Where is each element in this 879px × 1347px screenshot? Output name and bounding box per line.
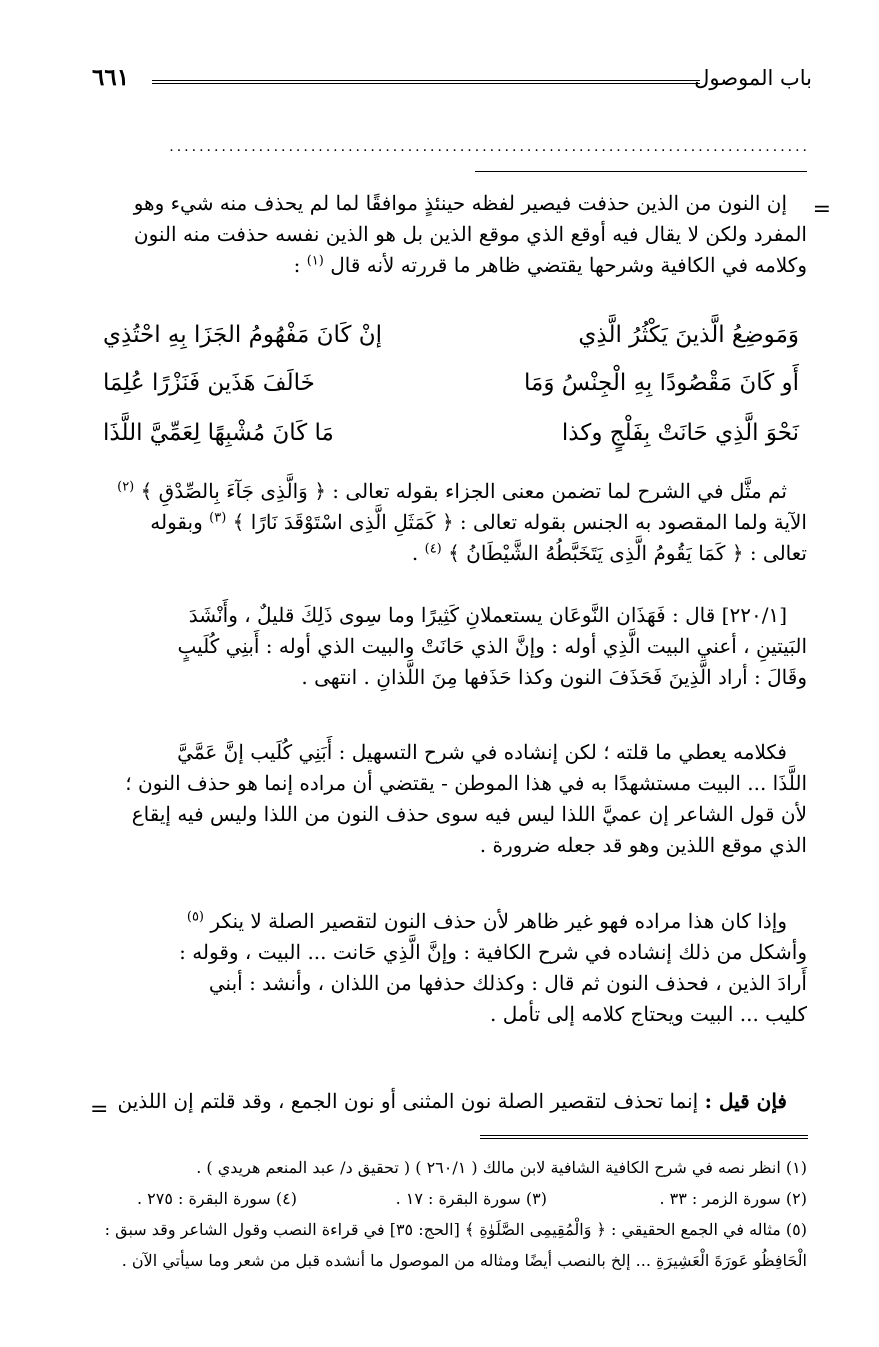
text-line: فكلامه يعطي ما قلته ؛ لكن إنشاده في شرح التسهيل : أَبَنِي كُلَيب إنَّ عَمَّيَّ — [177, 740, 787, 764]
verse-line — [95, 370, 807, 412]
text-line: وأشكل من ذلك إنشاده في شرح الكافية : وإنَّ الَّذِي حَانت ... البيت ، وقوله : — [179, 940, 807, 964]
paragraph — [95, 737, 807, 861]
text-span: وبقوله — [150, 510, 210, 534]
text-line: [٢٢٠/١] قال : فَهَذَان النَّوعَان يستعملانِ كَثِيرًا وما سِوى ذَلِكَ قليلٌ ، وأَنْشَدَ — [188, 603, 787, 627]
footnote-ref: (٣) — [209, 510, 227, 526]
text-line: لأن قول الشاعر إن عميَّ اللذا ليس فيه سوى حذف النون من اللذا وليس فيه إيقاع — [131, 802, 807, 826]
text-span: : — [293, 253, 307, 277]
verse-first-hemistich: أَو كَانَ مَقْصُودًا بِهِ الْجِنْسُ وَمَا — [524, 370, 799, 396]
text-span: وإذا كان هذا مراده فهو غير ظاهر لأن حذف النون لتقصير الصلة لا ينكر — [210, 909, 787, 933]
text-line: المفرد ولكن لا يقال فيه أوقع الذي موقع الذين بل هو الذين نفسه حذفت منه النون — [133, 222, 807, 246]
text-span: . — [411, 541, 425, 565]
text-line — [95, 476, 807, 507]
footnote: (١) انظر نصه في شرح الكافية الشافية لابن مالك ( ٢٦٠/١ ) ( تحقيق د/ عبد المنعم هريدي ) . — [196, 1158, 807, 1177]
continuation-mark: = — [812, 197, 831, 222]
verse-second-hemistich: إنْ كَانَ مَفْهُومُ الجَزَا بِهِ احْتُذِي — [103, 322, 383, 348]
text-line: اللَّذَا ... البيت مستشهدًا به في هذا الموطن - يقتضي أن مراده إنما هو حذف النون ؛ — [125, 771, 807, 795]
paragraph — [95, 600, 807, 693]
footnote: (٣) سورة البقرة : ١٧ . — [395, 1189, 547, 1208]
running-header — [92, 62, 812, 102]
footnote: الْحَافِظُو عَورَةَ الْعَشِيرَةِ ... إلخ بالنصب أيضًا ومثاله من الموصول ما أنشده قبل من شعر وما سيأتي الآن . — [121, 1251, 807, 1270]
verse-second-hemistich: مَا كَانَ مُشْبِهًا لِعَمِّيَّ اللَّذَا — [103, 420, 334, 446]
paragraph — [95, 476, 807, 569]
footnote-ref: (٢) — [117, 479, 135, 495]
footnote-ref: (١) — [306, 253, 324, 269]
text-line: الذي موقع اللذين وهو قد جعله ضرورة . — [479, 833, 807, 857]
intro-paragraph — [95, 188, 807, 281]
continuation-mark: = — [90, 1097, 109, 1122]
page-number: ٦٦١ — [92, 64, 130, 91]
footnote: (٥) مثاله في الجمع الحقيقي : ﴿ وَالْمُقِيمِى الصَّلَوٰةِ ﴾ [الحج: ٣٥] في قراءة النصب وقول الشاعر وقد سبق : — [104, 1220, 807, 1239]
separator-rule — [475, 171, 807, 172]
text-line — [95, 507, 807, 538]
footnote-row — [95, 1183, 807, 1214]
verse-second-hemistich: خَالَفَ هَذَين فَنَزْرًا عُلِمَا — [103, 370, 315, 396]
text-line — [95, 250, 807, 281]
text-line: إن النون من الذين حذفت فيصير لفظه حينئذٍ موافقًا لما لم يحذف منه شيء وهو — [133, 191, 787, 215]
text-span: ثم مثَّل في الشرح لما تضمن معنى الجزاء بقوله تعالى : ﴿ وَالَّذِى جَآءَ بِالصِّدْقِ ﴾ — [140, 479, 787, 503]
text-line — [95, 1086, 807, 1117]
text-line: كليب ... البيت ويحتاج كلامه إلى تأمل . — [489, 1002, 807, 1026]
bold-lead: فإن قيل : — [704, 1089, 787, 1113]
header-rule — [152, 80, 700, 84]
verse-first-hemistich: نَحْوَ الَّذِي حَانَتْ بِفَلْجٍ وكذا — [561, 420, 799, 446]
text-line — [95, 538, 807, 569]
paragraph — [95, 906, 807, 1030]
footnote: (٢) سورة الزمر : ٣٣ . — [659, 1189, 807, 1208]
paragraph — [95, 1086, 807, 1117]
text-line — [95, 906, 807, 937]
footnote: (٤) سورة البقرة : ٢٧٥ . — [136, 1189, 297, 1208]
verse-line — [95, 322, 807, 364]
text-span: الآية ولما المقصود به الجنس بقوله تعالى : ﴿ كَمَثَلِ الَّذِى اسْتَوْقَدَ نَارًا ﴾ — [232, 510, 807, 534]
verse-first-hemistich: وَمَوضِعُ الَّذينَ يَكْثُرُ الَّذِي — [578, 322, 799, 348]
verse-line — [95, 420, 807, 462]
text-line: وقَالَ : أراد الَّذِينَ فَحَذَفَ النون وكذا حَذَفها مِنَ اللَّذانِ . انتهى . — [301, 665, 807, 689]
footnotes — [95, 1152, 807, 1276]
text-line: البَيتينِ ، أعني البيت الَّذِي أوله : وإنَّ الذي حَانَتْ والبيت الذي أوله : أَبنِي كُلَيبٍ — [177, 634, 807, 658]
footnote-rule — [480, 1135, 808, 1139]
text-span: إنما تحذف لتقصير الصلة نون المثنى أو نون الجمع ، وقد قلتم إن اللذين — [117, 1089, 705, 1113]
text-span: تعالى : ﴿ كَمَا يَقُومُ الَّذِى يَتَخَبَّطُهُ الشَّيْطَانُ ﴾ — [448, 541, 807, 565]
chapter-title: باب الموصول — [694, 66, 812, 90]
dotted-separator: ...................................................................................... — [169, 140, 810, 154]
text-line: أَرادَ الذين ، فحذف النون ثم قال : وكذلك حذفها من اللذان ، وأنشد : أبني — [208, 971, 807, 995]
footnote-ref: (٤) — [424, 541, 442, 557]
footnote-ref: (٥) — [186, 909, 204, 925]
text-span: وكلامه في الكافية وشرحها يقتضي ظاهر ما قررته لأنه قال — [330, 253, 807, 277]
